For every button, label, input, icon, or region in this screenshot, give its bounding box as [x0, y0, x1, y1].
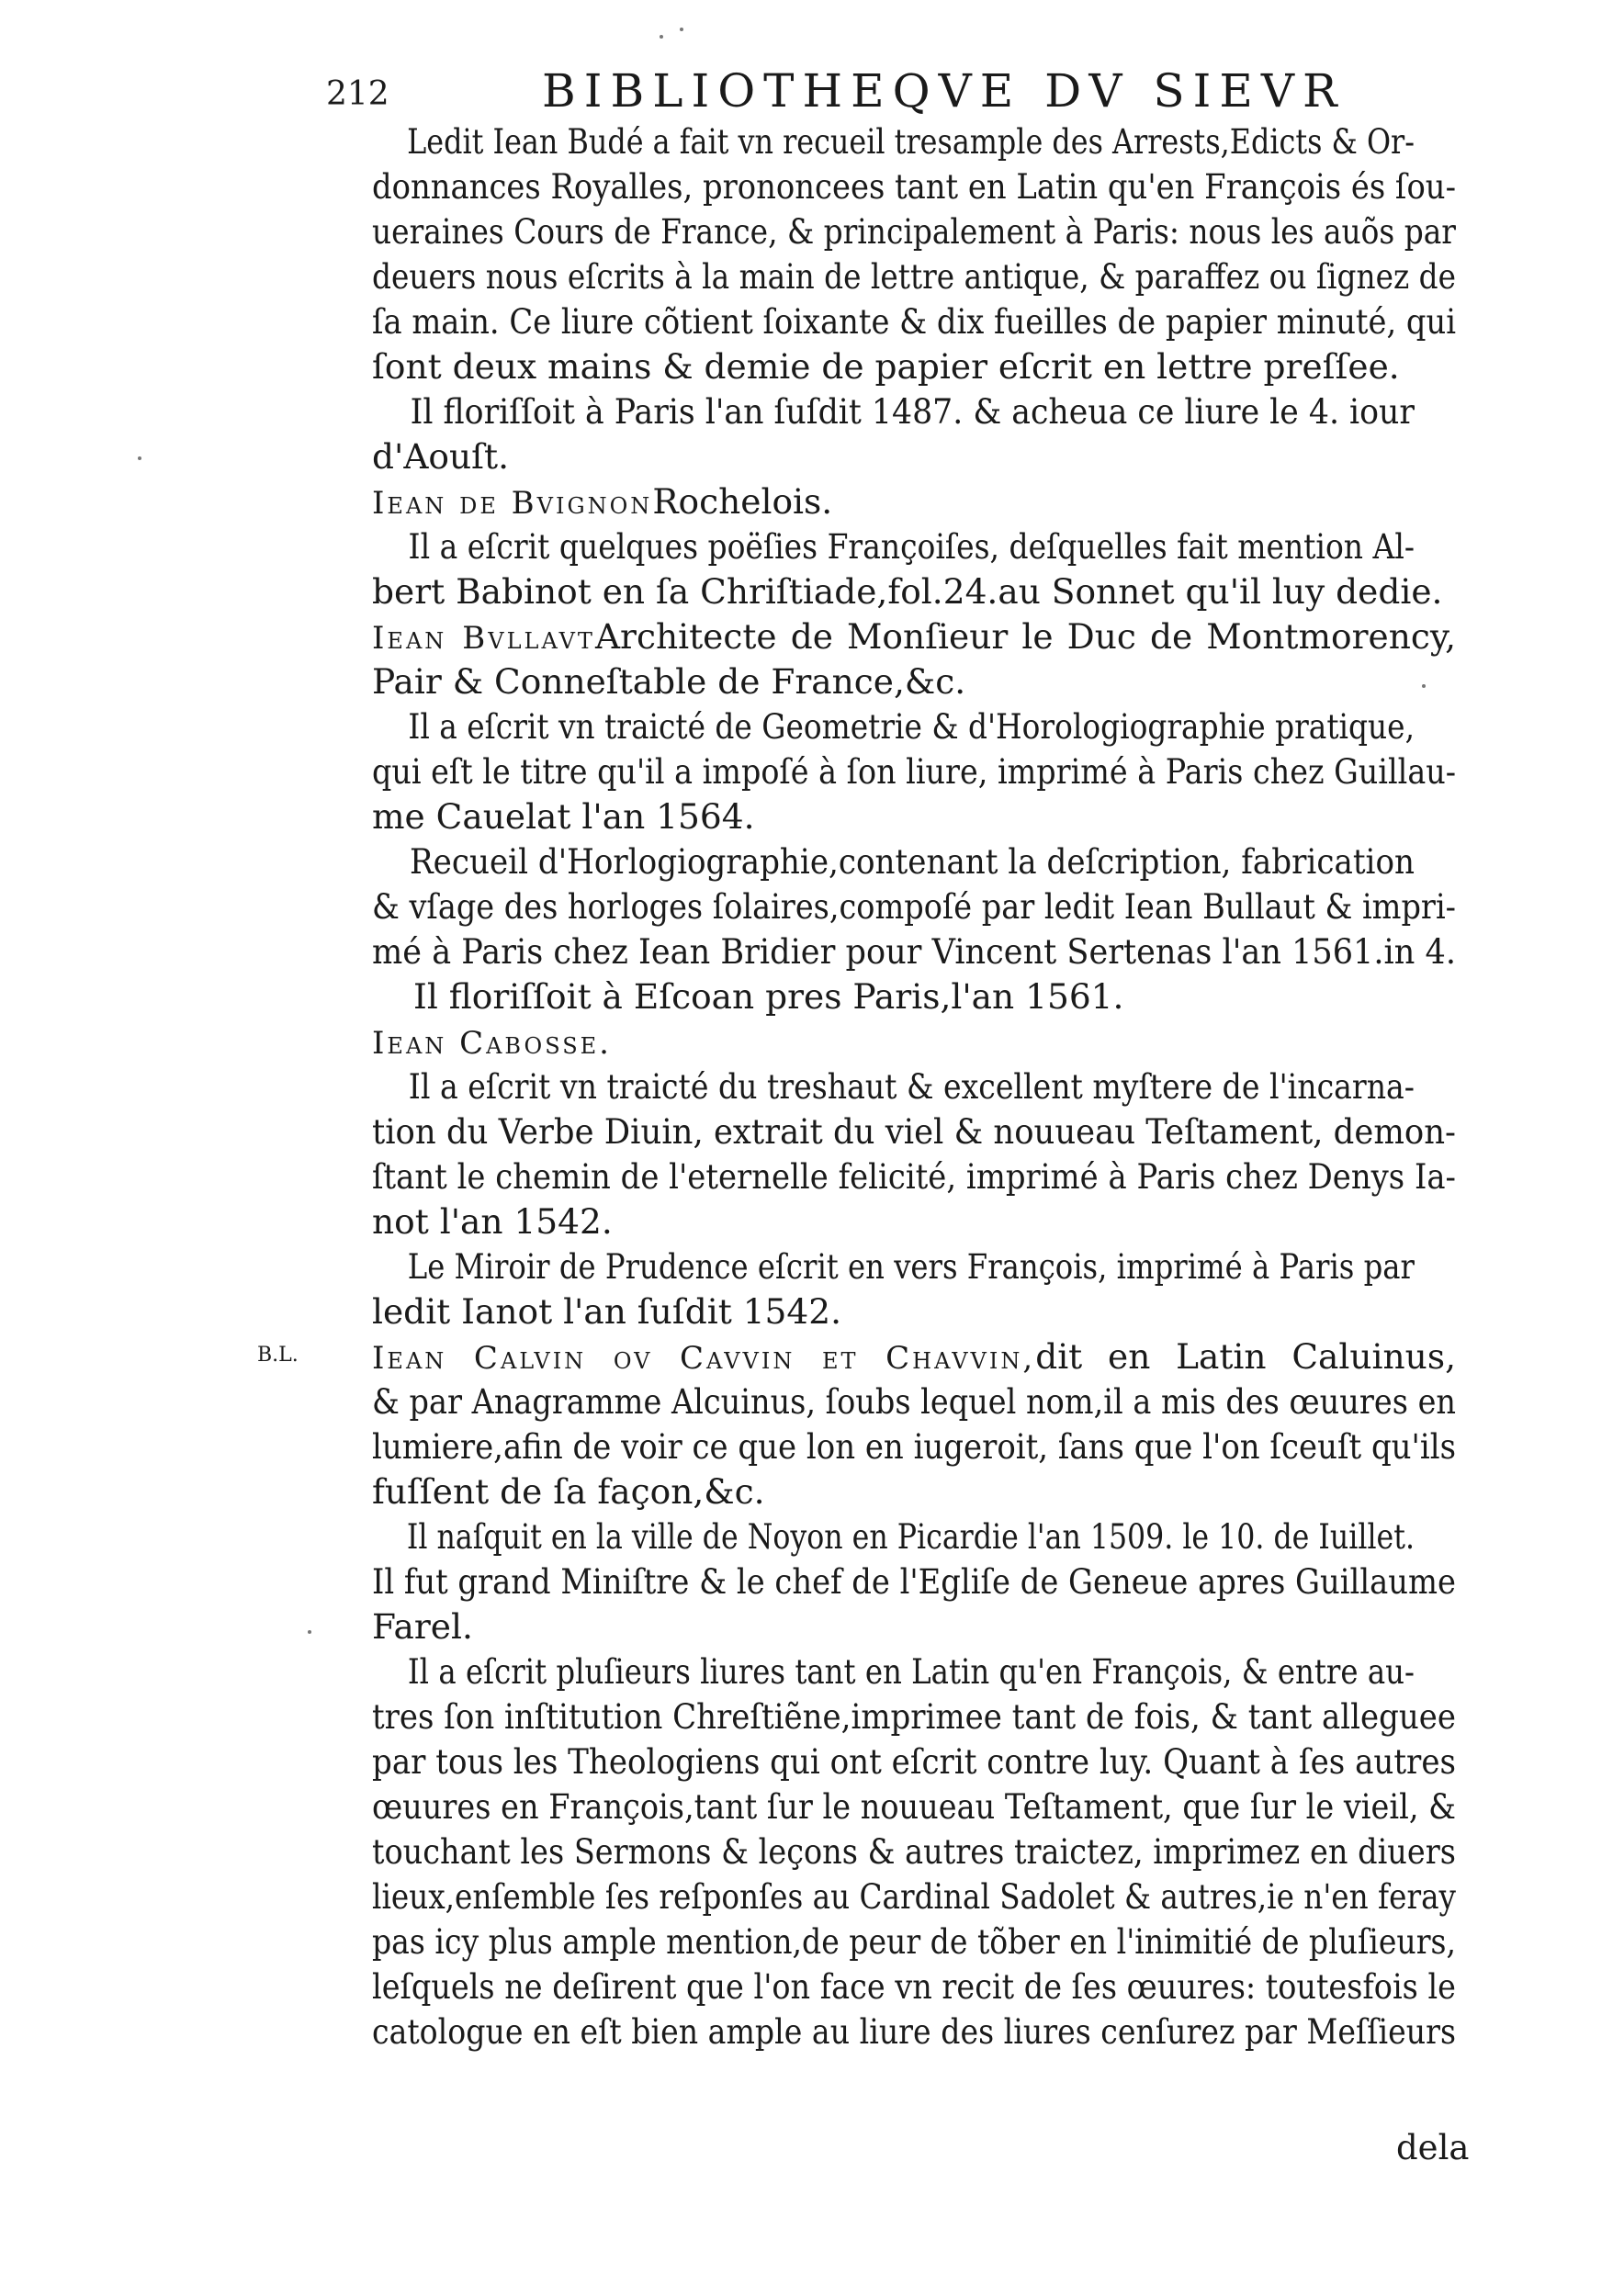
line-text: tres ſon inſtitution Chreſtiẽne,imprimee tant de fois, & tant alleguee [372, 1696, 1456, 1737]
text-block [372, 119, 1456, 2054]
text-line [372, 1829, 1456, 1874]
line-text: tion du Verbe Diuin, extrait du viel & nouueau Teſtament, demon- [372, 1111, 1456, 1152]
line-text: lumiere,afin de voir ce que lon en iugeroit, ſans que l'on ſceuſt qu'ils [372, 1426, 1456, 1467]
line-text: d'Aouſt. [372, 436, 509, 477]
author-description: Rochelois. [652, 481, 833, 522]
line-text: ſa main. Ce liure cõtient ſoixante & dix fueilles de papier minuté, qui [372, 301, 1456, 342]
text-line [372, 1514, 1456, 1559]
margin-note: B.L. [257, 1344, 299, 1367]
line-text: pas icy plus ample mention,de peur de tõber en l'inimitié de pluſieurs, [372, 1921, 1456, 1962]
text-line [372, 1739, 1456, 1784]
text-line [372, 299, 1456, 344]
line-text: Il a eſcrit quelques poëſies Françoiſes, deſquelles fait mention Al- [408, 526, 1415, 567]
line-text: qui eſt le titre qu'il a impoſé à ſon liure, imprimé à Paris chez Guillau- [372, 751, 1456, 792]
entry-heading [372, 479, 1456, 524]
line-text: ueraines Cours de France, & principalement à Paris: nous les auõs par [372, 211, 1456, 252]
text-line [372, 2009, 1456, 2054]
text-line [372, 1694, 1456, 1739]
text-line [372, 1424, 1456, 1469]
text-line [372, 1154, 1456, 1199]
line-text: Il floriſſoit à Eſcoan pres Paris,l'an 1561. [413, 976, 1124, 1017]
page-number: 212 [326, 75, 389, 113]
text-line [372, 704, 1456, 749]
line-text: Il a eſcrit vn traicté du treshaut & excellent myſtere de l'incarna- [408, 1066, 1415, 1107]
text-line [372, 1964, 1456, 2009]
line-text: fuſſent de ſa façon,&c. [372, 1471, 765, 1512]
line-text: Il a eſcrit pluſieurs liures tant en Latin qu'en François, & entre au- [407, 1651, 1415, 1692]
text-line [372, 929, 1456, 974]
text-line [372, 254, 1456, 299]
text-line [372, 344, 1456, 389]
author-description: dit en Latin Caluinus, [1035, 1336, 1456, 1377]
line-text: mé à Paris chez Iean Bridier pour Vincent Sertenas l'an 1561.in 4. [372, 931, 1456, 972]
line-text: touchant les Sermons & leçons & autres traictez, imprimez en diuers [372, 1831, 1456, 1872]
author-name: Iean Calvin ov Cavvin et Chavvin, [372, 1340, 1036, 1377]
text-line [372, 839, 1456, 884]
author-name: Iean Cabosse. [372, 1025, 612, 1062]
text-line [372, 1289, 1456, 1334]
text-line [372, 1874, 1456, 1919]
line-text: Farel. [372, 1606, 473, 1647]
text-line [372, 749, 1456, 794]
line-text: Il floriſſoit à Paris l'an ſuſdit 1487. & acheua ce liure le 4. iour [410, 391, 1415, 432]
print-speck [138, 456, 141, 460]
line-text: bert Babinot en ſa Chriſtiade,fol.24.au Sonnet qu'il luy dedie. [372, 571, 1443, 612]
line-text: Pair & Conneſtable de France,&c. [372, 661, 966, 702]
line-text: me Cauelat l'an 1564. [372, 796, 755, 837]
text-line [372, 1109, 1456, 1154]
text-line [372, 1199, 1456, 1244]
print-speck [1422, 684, 1426, 688]
text-line [372, 1244, 1456, 1289]
text-line [372, 1379, 1456, 1424]
line-text: deuers nous eſcrits à la main de lettre antique, & paraffez ou ſignez de [372, 256, 1456, 297]
text-line [372, 1784, 1456, 1829]
author-name: Iean de Bvignon [372, 485, 653, 522]
line-text: Il naſquit en la ville de Noyon en Picardie l'an 1509. le 10. de Iuillet. [406, 1516, 1415, 1557]
text-line [372, 389, 1456, 434]
line-text: leſquels ne deſirent que l'on face vn recit de ſes œuures: toutesfois le [372, 1966, 1456, 2007]
line-text: Il fut grand Miniſtre & le chef de l'Egliſe de Geneue apres Guillaume [372, 1561, 1456, 1602]
text-line [372, 1604, 1456, 1649]
line-text: donnances Royalles, prononcees tant en Latin qu'en François és ſou- [372, 166, 1456, 207]
text-line [372, 794, 1456, 839]
text-line [372, 569, 1456, 614]
text-line [372, 659, 1456, 704]
text-line [372, 164, 1456, 209]
line-text: & par Anagramme Alcuinus, ſoubs lequel nom,il a mis des œuures en [372, 1381, 1456, 1422]
line-text: Recueil d'Horlogiographie,contenant la deſcription, fabrication [409, 841, 1415, 882]
line-text: lieux,enſemble ſes reſponſes au Cardinal Sadolet & autres,ie n'en feray [372, 1876, 1456, 1917]
author-description: Architecte de Monſieur le Duc de Montmorency, [594, 616, 1456, 657]
entry-heading [372, 1334, 1456, 1379]
line-text: œuures en François,tant ſur le nouueau Teſtament, que ſur le vieil, & [372, 1786, 1456, 1827]
line-text: Le Miroir de Prudence eſcrit en vers François, imprimé à Paris par [407, 1246, 1415, 1287]
entry-heading [372, 1019, 1456, 1064]
print-speck [660, 35, 663, 39]
text-line [372, 974, 1456, 1019]
entry-heading [372, 614, 1456, 659]
line-text: catologue en eſt bien ample au liure des liures cenſurez par Meſſieurs [372, 2011, 1456, 2052]
line-text: Ledit Iean Budé a fait vn recueil tresample des Arrests,Edicts & Or- [407, 121, 1415, 162]
line-text: & vſage des horloges ſolaires,compoſé par ledit Iean Bullaut & impri- [372, 886, 1456, 927]
text-line [372, 524, 1456, 569]
line-text: ledit Ianot l'an ſuſdit 1542. [372, 1291, 842, 1332]
line-text: not l'an 1542. [372, 1201, 613, 1242]
line-text: Il a eſcrit vn traicté de Geometrie & d'Horologiographie pratique, [408, 706, 1415, 747]
print-speck [308, 1630, 311, 1634]
text-line [372, 884, 1456, 929]
text-line [372, 119, 1456, 164]
text-line [372, 209, 1456, 254]
text-line [372, 1919, 1456, 1964]
text-line [372, 1559, 1456, 1604]
catchword: dela [1396, 2128, 1470, 2167]
author-name: Iean Bvllavt [372, 620, 595, 657]
text-line [372, 1469, 1456, 1514]
line-text: par tous les Theologiens qui ont eſcrit contre luy. Quant à ſes autres [372, 1741, 1456, 1782]
text-line [372, 1064, 1456, 1109]
print-speck [680, 28, 683, 31]
line-text: ſtant le chemin de l'eternelle felicité, imprimé à Paris chez Denys Ia- [372, 1156, 1456, 1197]
running-head: BIBLIOTHEQVE DV SIEVR [542, 64, 1346, 118]
text-line [372, 434, 1456, 479]
text-line [372, 1649, 1456, 1694]
line-text: ſont deux mains & demie de papier eſcrit en lettre preſſee. [372, 346, 1400, 387]
